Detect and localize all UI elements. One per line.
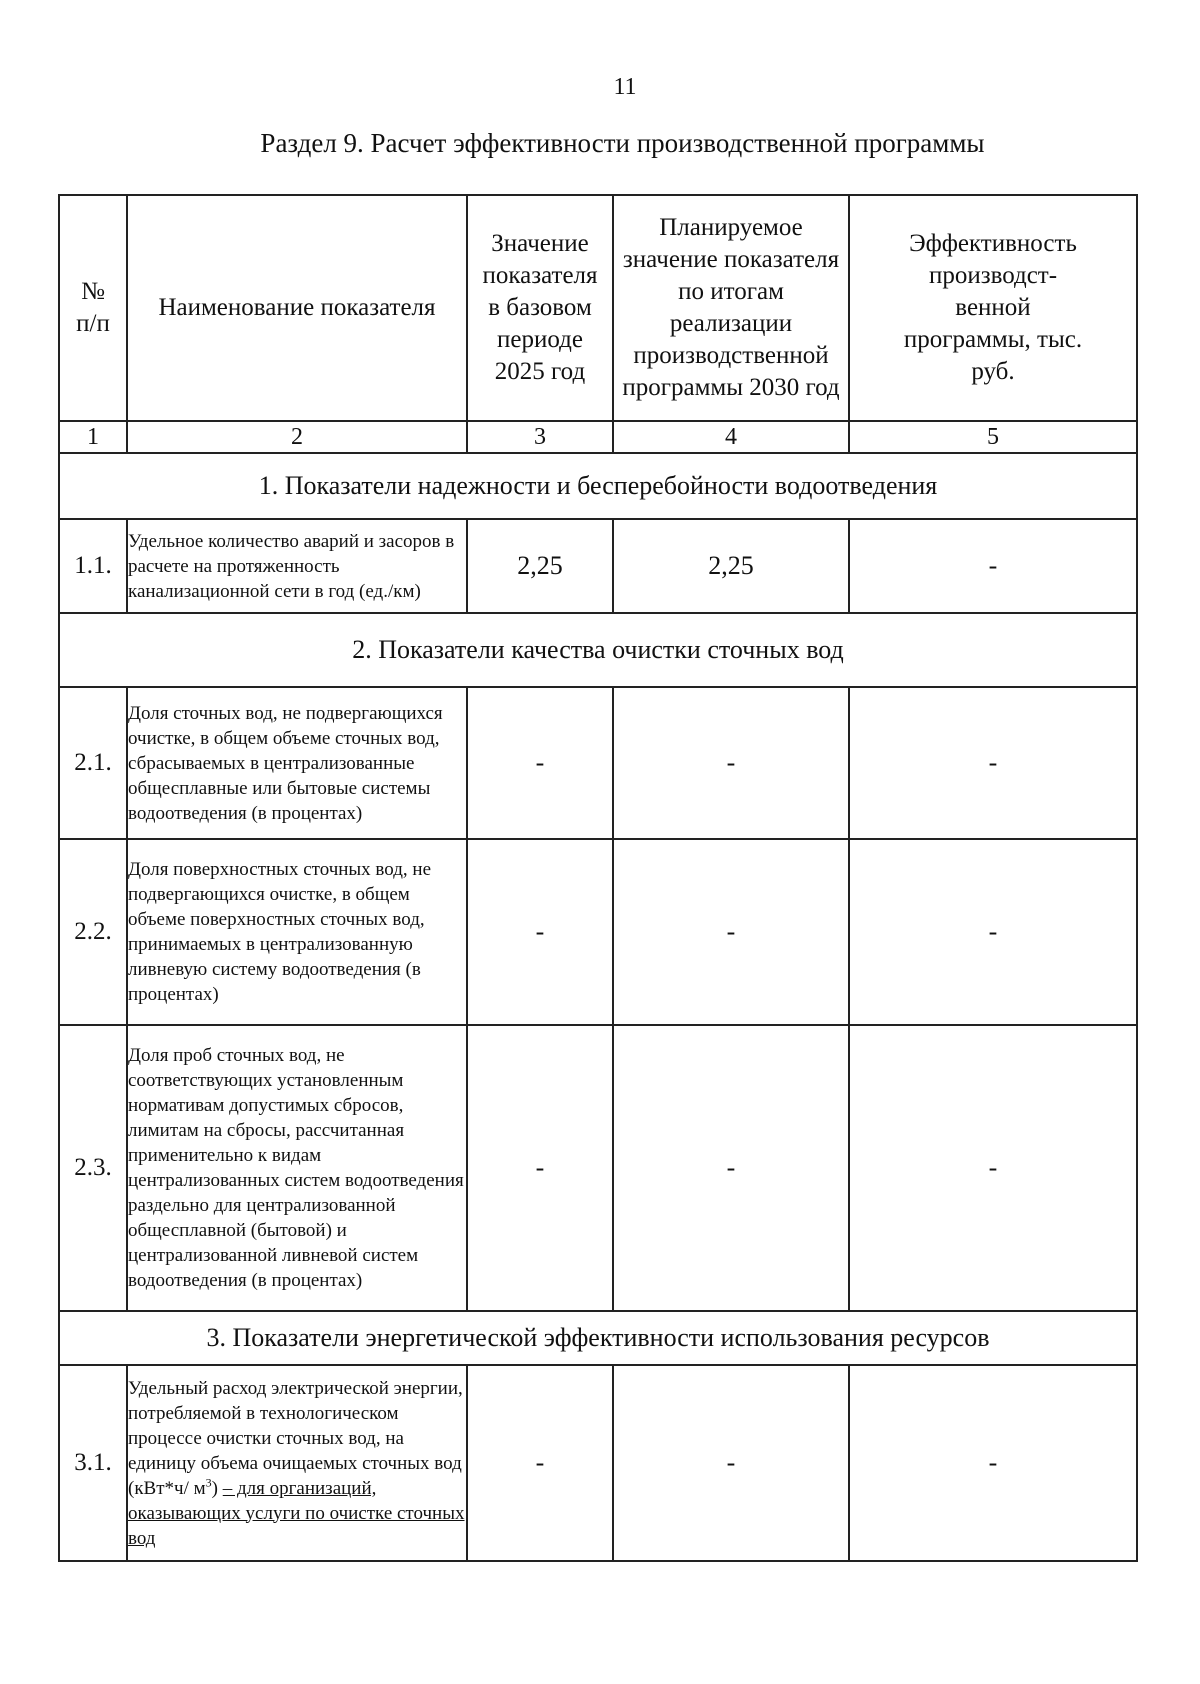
row-number: 1.1.	[59, 519, 127, 613]
row-description: Доля проб сточных вод, не соответствующих установленным нормативам допустимых сбросов, лимитам на сбросы, рассчитанная применительно к видам централизованных систем водоотведения раздельно для централизованной общесплавной (бытовой) и централизованной ливневой систем водоотведения (в процентах)	[127, 1025, 467, 1311]
superscript-three: 3	[205, 1475, 212, 1490]
row-base-value: -	[467, 687, 613, 839]
row-description: Доля сточных вод, не подвергающихся очистке, в общем объеме сточных вод, сбрасываемых в централизованные общесплавные или бытовые системы водоотведения (в процентах)	[127, 687, 467, 839]
column-number: 2	[127, 421, 467, 453]
group-row	[59, 613, 1137, 687]
group-heading-1: 1. Показатели надежности и бесперебойности водоотведения	[59, 453, 1137, 519]
section-title: Раздел 9. Расчет эффективности производственной программы	[260, 128, 985, 158]
row-number: 2.1.	[59, 687, 127, 839]
row-efficiency: -	[849, 1365, 1137, 1561]
header-indicator-name: Наименование показателя	[127, 195, 467, 421]
table-row	[59, 1365, 1137, 1561]
row-description	[127, 1365, 467, 1561]
group-heading-3: 3. Показатели энергетической эффективности использования ресурсов	[59, 1311, 1137, 1365]
row-planned-value: -	[613, 839, 849, 1025]
row-number: 2.2.	[59, 839, 127, 1025]
row-number: 3.1.	[59, 1365, 127, 1561]
row-base-value: 2,25	[467, 519, 613, 613]
header-efficiency: Эффективность производст- венной программы, тыс. руб.	[849, 195, 1137, 421]
table-row	[59, 839, 1137, 1025]
table-row	[59, 519, 1137, 613]
column-number: 5	[849, 421, 1137, 453]
row-number: 2.3.	[59, 1025, 127, 1311]
table-row	[59, 687, 1137, 839]
row-planned-value: -	[613, 1365, 849, 1561]
row-efficiency: -	[849, 519, 1137, 613]
column-number: 1	[59, 421, 127, 453]
page-number: 11	[613, 74, 637, 100]
table-row	[59, 1025, 1137, 1311]
row-planned-value: -	[613, 687, 849, 839]
group-row	[59, 453, 1137, 519]
row-planned-value: 2,25	[613, 519, 849, 613]
row-planned-value: -	[613, 1025, 849, 1311]
row-description-main: Удельный расход электрической энергии, потребляемой в технологическом процессе очистки сточных вод, на единицу объема очищаемых сточных вод (кВт*ч/ м	[128, 1377, 463, 1499]
row-description: Удельное количество аварий и засоров в расчете на протяженность канализационной сети в год (ед./км)	[127, 519, 467, 613]
row-efficiency: -	[849, 839, 1137, 1025]
row-description-note: – для организаций, оказывающих услуги по очистке сточных вод	[128, 1477, 465, 1549]
header-number: № п/п	[59, 195, 127, 421]
row-description: Доля поверхностных сточных вод, не подвергающихся очистке, в общем объеме поверхностных сточных вод, принимаемых в централизованную ливневую систему водоотведения (в процентах)	[127, 839, 467, 1025]
row-base-value: -	[467, 1365, 613, 1561]
group-heading-2: 2. Показатели качества очистки сточных вод	[59, 613, 1137, 687]
row-base-value: -	[467, 839, 613, 1025]
row-description-close: )	[211, 1477, 218, 1499]
header-planned-value: Планируемое значение показателя по итогам реализации производственной программы 2030 год	[613, 195, 849, 421]
row-efficiency: -	[849, 1025, 1137, 1311]
efficiency-table	[58, 194, 1138, 1562]
column-number-row	[59, 421, 1137, 453]
row-efficiency: -	[849, 687, 1137, 839]
column-number: 4	[613, 421, 849, 453]
group-row	[59, 1311, 1137, 1365]
column-number: 3	[467, 421, 613, 453]
row-base-value: -	[467, 1025, 613, 1311]
header-base-value: Значение показателя в базовом периоде 2025 год	[467, 195, 613, 421]
header-row	[59, 195, 1137, 421]
